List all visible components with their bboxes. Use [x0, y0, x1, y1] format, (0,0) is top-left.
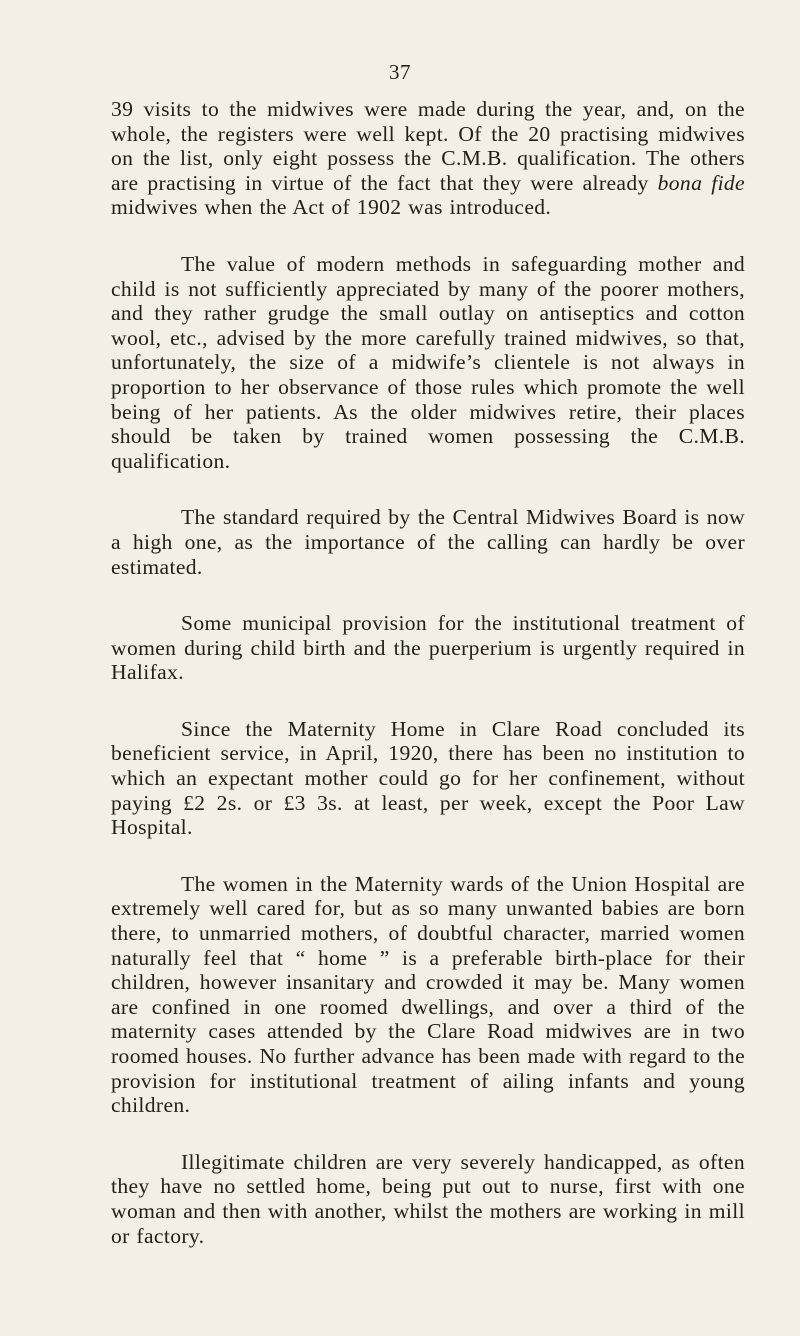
paragraph-municipal-provision: Some municipal provision for the institutional treatment of women during child birth and the puerperium is urgently required in Halifax. [111, 611, 745, 685]
paragraph-illegitimate-children: Illegitimate children are very severely handicapped, as often they have no settled home, being put out to nurse, first with one woman and then with another, whilst the mothers are working in mill or factory. [111, 1149, 745, 1248]
paragraph-union-hospital: The women in the Maternity wards of the Union Hospital are extremely well cared for, but as so many unwanted babies are born there, to unmarried mothers, of doubtful character, married women naturally feel that “ home ” is a preferable birth-place for their children, however insanitary and crowded it may be. Many women are confined in one roomed dwellings, and over a third of the maternity cases attended by the Clare Road midwives are in two roomed houses. No further advance has been made with regard to the provision for institutional treatment of ailing infants and young children. [111, 871, 745, 1118]
paragraph-central-midwives-board: The standard required by the Central Midwives Board is now a high one, as the importance of the calling can hardly be over estimated. [111, 505, 745, 579]
paragraph-text: midwives when the Act of 1902 was introduced. [111, 195, 552, 220]
page-number: 37 [389, 60, 411, 84]
paragraph-maternity-home: Since the Maternity Home in Clare Road concluded its beneficient service, in April, 1920, there has been no institution to which an expectant mother could go for her confinement, without paying £2 2s. or £3 3s. at least, per week, except the Poor Law Hospital. [111, 716, 745, 840]
body-text [111, 97, 745, 1280]
emphasis-bona-fide: bona fide [657, 170, 745, 195]
paragraph-text: 39 visits to the midwives were made during the year, and, on the whole, the registers were well kept. Of the 20 practising midwives on the list, only eight possess the C.M.B. qualification. The others are practising in virtue of the fact that they were already [111, 97, 745, 195]
paragraph-modern-methods: The value of modern methods in safeguarding mother and child is not sufficiently appreciated by many of the poorer mothers, and they rather grudge the small outlay on antiseptics and cotton wool, etc., advised by the more carefully trained midwives, so that, unfortunately, the size of a midwife’s clientele is not always in proportion to her observance of those rules which promote the well being of her patients. As the older midwives retire, their places should be taken by trained women possessing the C.M.B. qualification. [111, 251, 745, 473]
paragraph-midwife-visits [111, 97, 745, 220]
